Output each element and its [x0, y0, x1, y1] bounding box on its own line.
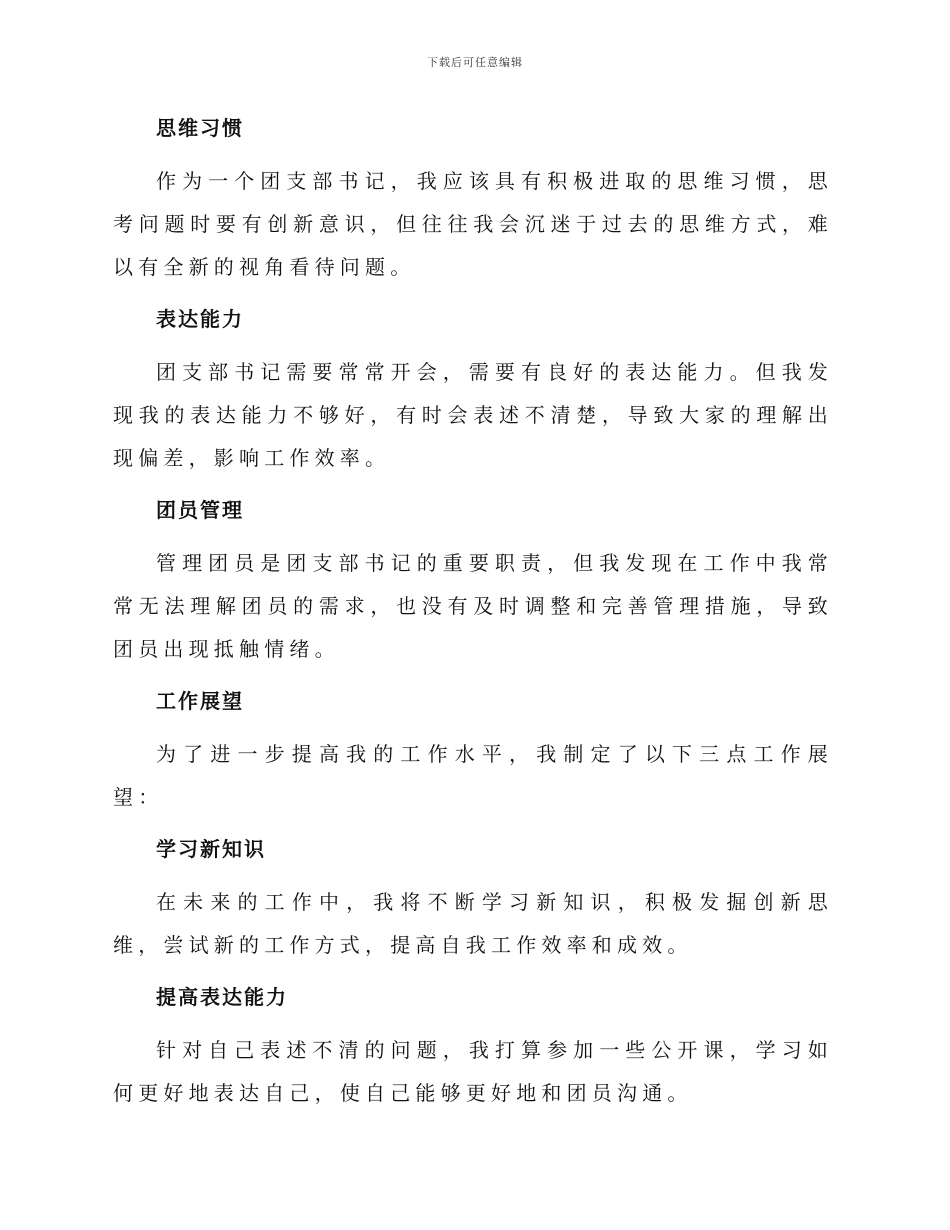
- section-paragraph: 为了进一步提高我的工作水平，我制定了以下三点工作展望：: [113, 742, 833, 809]
- section-paragraph: 团支部书记需要常常开会，需要有良好的表达能力。但我发现我的表达能力不够好，有时会表述不清楚，导致大家的理解出现偏差，影响工作效率。: [113, 360, 833, 470]
- section-paragraph: 在未来的工作中，我将不断学习新知识，积极发掘创新思维，尝试新的工作方式，提高自我工作效率和成效。: [113, 890, 833, 957]
- section-paragraph: 针对自己表述不清的问题，我打算参加一些公开课，学习如何更好地表达自己，使自己能够更好地和团员沟通。: [113, 1038, 833, 1105]
- section-paragraph: 作为一个团支部书记，我应该具有积极进取的思维习惯，思考问题时要有创新意识，但往往我会沉迷于过去的思维方式，难以有全新的视角看待问题。: [113, 169, 833, 279]
- document-body: [113, 108, 833, 1125]
- section-heading: 表达能力: [156, 307, 244, 331]
- section-heading: 思维习惯: [156, 116, 244, 140]
- section-heading: 提高表达能力: [156, 985, 288, 1009]
- section-heading: 学习新知识: [156, 837, 266, 861]
- section-heading: 团员管理: [156, 498, 244, 522]
- section-heading: 工作展望: [156, 689, 244, 713]
- page-header: 下载后可任意编辑: [427, 56, 523, 69]
- section-paragraph: 管理团员是团支部书记的重要职责，但我发现在工作中我常常无法理解团员的需求，也没有及时调整和完善管理措施，导致团员出现抵触情绪。: [113, 551, 833, 661]
